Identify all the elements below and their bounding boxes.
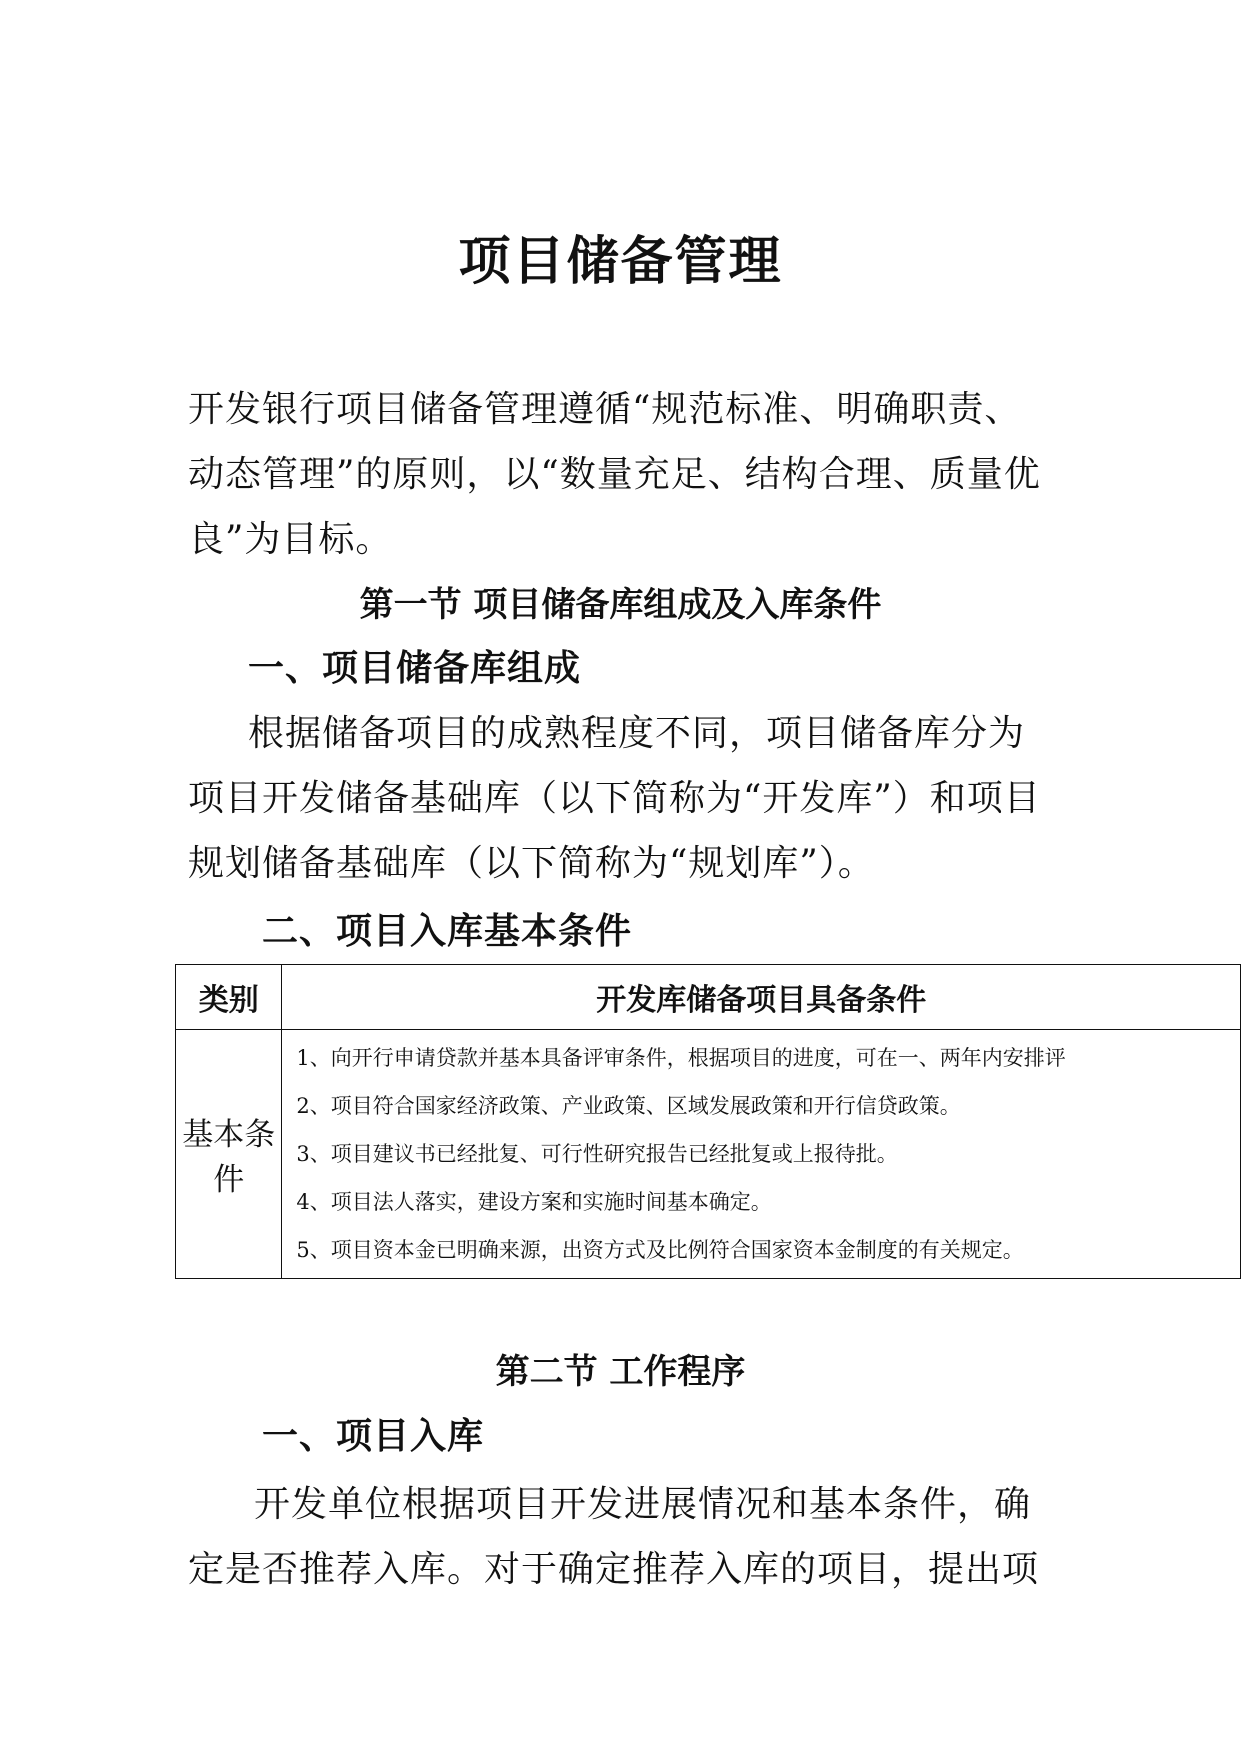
section1-heading-storage-composition: 一、项目储备库组成 — [248, 647, 582, 689]
section2-paragraph: 开发单位根据项目开发进展情况和基本条件，确定是否推荐入库。对于确定推荐入库的项目，提出项 — [188, 1484, 1040, 1590]
condition-item: 2、项目符合国家经济政策、产业政策、区域发展政策和开行信贷政策。 — [296, 1094, 961, 1118]
conditions-list — [282, 1030, 1240, 1278]
table-row-type: 基本条件 — [176, 1030, 282, 1279]
condition-item: 1、向开行申请贷款并基本具备评审条件，根据项目的进度，可在一、两年内安排评 — [296, 1046, 1066, 1070]
section1-title: 第一节 项目储备库组成及入库条件 — [359, 585, 882, 625]
condition-item: 3、项目建议书已经批复、可行性研究报告已经批复或上报待批。 — [296, 1142, 898, 1166]
condition-item: 5、项目资本金已明确来源，出资方式及比例符合国家资本金制度的有关规定。 — [296, 1238, 1024, 1262]
document-title: 项目储备管理 — [458, 232, 783, 292]
table-row — [176, 1030, 1241, 1279]
section2-title: 第二节 工作程序 — [495, 1352, 746, 1392]
section1-paragraph: 根据储备项目的成熟程度不同，项目储备库分为项目开发储备基础库（以下简称为“开发库”）和项目规划储备基础库（以下简称为“规划库”）。 — [188, 713, 1041, 884]
table-header-type: 类别 — [176, 965, 282, 1030]
section2-heading-project-entry: 一、项目入库 — [262, 1415, 485, 1457]
condition-item: 4、项目法人落实，建设方案和实施时间基本确定。 — [296, 1190, 772, 1214]
table-header-condition: 开发库储备项目具备条件 — [282, 965, 1241, 1030]
table-row-conditions — [282, 1030, 1241, 1279]
intro-paragraph: 开发银行项目储备管理遵循“规范标准、明确职责、动态管理”的原则，以“数量充足、结构合理、质量优良”为目标。 — [188, 389, 1041, 560]
entry-conditions-table — [175, 964, 1241, 1279]
table-header-row — [176, 965, 1241, 1030]
section1-heading-entry-conditions: 二、项目入库基本条件 — [262, 910, 633, 952]
